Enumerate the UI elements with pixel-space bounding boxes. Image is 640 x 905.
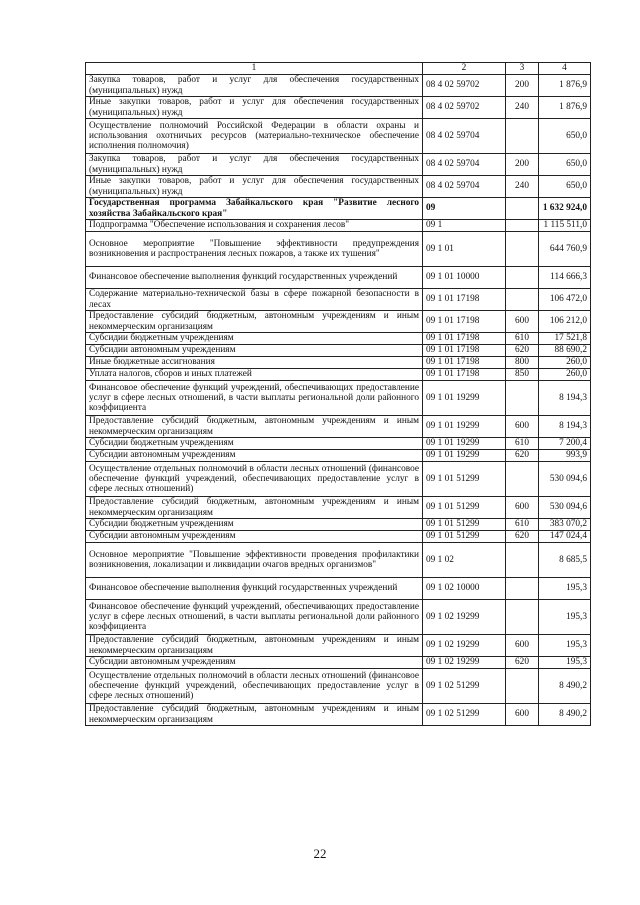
row-type-cell: 200	[506, 75, 539, 97]
row-value-cell: 8 194,3	[539, 381, 591, 416]
row-type-cell: 600	[506, 497, 539, 519]
row-value-cell: 8 490,2	[539, 669, 591, 704]
table-row	[86, 438, 591, 450]
table-row	[86, 289, 591, 311]
row-value-cell: 650,0	[539, 154, 591, 176]
row-value-cell: 114 666,3	[539, 267, 591, 289]
row-name-cell: Предоставление субсидий бюджетным, автономным учреждениям и иным некоммерческим организациям	[86, 704, 423, 726]
row-value-cell: 195,3	[539, 635, 591, 657]
table-row	[86, 600, 591, 635]
table-row	[86, 357, 591, 369]
row-value-cell: 1 632 924,0	[539, 198, 591, 220]
row-type-cell: 600	[506, 416, 539, 438]
row-code-cell: 09 1 01 19299	[423, 438, 506, 450]
row-code-cell: 09 1 02 19299	[423, 657, 506, 669]
row-name-cell: Закупка товаров, работ и услуг для обеспечения государственных (муниципальных) нужд	[86, 75, 423, 97]
row-value-cell: 8 490,2	[539, 704, 591, 726]
row-code-cell: 09 1 02 19299	[423, 600, 506, 635]
row-code-cell: 09 1 02 19299	[423, 635, 506, 657]
row-code-cell: 09 1 01 17198	[423, 289, 506, 311]
table-row	[86, 75, 591, 97]
row-value-cell: 147 024,4	[539, 531, 591, 543]
row-value-cell: 8 685,5	[539, 543, 591, 578]
row-type-cell: 620	[506, 345, 539, 357]
table-row	[86, 232, 591, 267]
row-name-cell: Основное мероприятие "Повышение эффективности проведения профилактики возникновения, локализации и ликвидации очагов вредных организмов"	[86, 543, 423, 578]
row-value-cell: 993,9	[539, 450, 591, 462]
row-code-cell: 09 1	[423, 220, 506, 232]
table-row	[86, 345, 591, 357]
row-value-cell: 260,0	[539, 357, 591, 369]
row-name-cell: Предоставление субсидий бюджетным, автономным учреждениям и иным некоммерческим организациям	[86, 416, 423, 438]
row-value-cell: 106 212,0	[539, 311, 591, 333]
column-header-name: 1	[86, 63, 423, 75]
row-value-cell: 383 070,2	[539, 519, 591, 531]
row-name-cell: Иные закупки товаров, работ и услуг для обеспечения государственных (муниципальных) нужд	[86, 97, 423, 119]
row-type-cell	[506, 381, 539, 416]
table-row	[86, 519, 591, 531]
table-row	[86, 381, 591, 416]
row-code-cell: 08 4 02 59702	[423, 97, 506, 119]
page-number: 22	[313, 846, 327, 861]
table-row	[86, 176, 591, 198]
row-value-cell: 1 115 511,0	[539, 220, 591, 232]
row-code-cell: 09	[423, 198, 506, 220]
row-code-cell: 09 1 01 19299	[423, 381, 506, 416]
table-row	[86, 154, 591, 176]
row-value-cell: 17 521,8	[539, 333, 591, 345]
row-code-cell: 09 1 01	[423, 232, 506, 267]
row-code-cell: 08 4 02 59704	[423, 154, 506, 176]
row-value-cell: 650,0	[539, 119, 591, 154]
row-value-cell: 530 094,6	[539, 462, 591, 497]
row-type-cell: 850	[506, 369, 539, 381]
row-type-cell	[506, 267, 539, 289]
table-row	[86, 311, 591, 333]
row-name-cell: Государственная программа Забайкальского края "Развитие лесного хозяйства Забайкальского края"	[86, 198, 423, 220]
row-name-cell: Финансовое обеспечение функций учреждений, обеспечивающих предоставление услуг в сфере лесных отношений, в части выплаты региональной доли районного коэффициента	[86, 381, 423, 416]
row-type-cell: 240	[506, 176, 539, 198]
column-header-value: 4	[539, 63, 591, 75]
row-type-cell	[506, 543, 539, 578]
row-name-cell: Финансовое обеспечение выполнения функций государственных учреждений	[86, 267, 423, 289]
table-row	[86, 531, 591, 543]
row-code-cell: 09 1 01 17198	[423, 369, 506, 381]
row-type-cell: 800	[506, 357, 539, 369]
row-name-cell: Предоставление субсидий бюджетным, автономным учреждениям и иным некоммерческим организациям	[86, 635, 423, 657]
row-type-cell: 610	[506, 438, 539, 450]
row-value-cell: 650,0	[539, 176, 591, 198]
row-name-cell: Иные закупки товаров, работ и услуг для обеспечения государственных (муниципальных) нужд	[86, 176, 423, 198]
table-body	[86, 75, 591, 726]
table-header-row	[86, 63, 591, 75]
row-code-cell: 09 1 01 17198	[423, 311, 506, 333]
row-type-cell: 240	[506, 97, 539, 119]
table-row	[86, 635, 591, 657]
table-row	[86, 462, 591, 497]
row-code-cell: 08 4 02 59704	[423, 176, 506, 198]
table-row	[86, 119, 591, 154]
row-value-cell: 260,0	[539, 369, 591, 381]
row-name-cell: Субсидии бюджетным учреждениям	[86, 438, 423, 450]
table-row	[86, 333, 591, 345]
row-value-cell: 106 472,0	[539, 289, 591, 311]
budget-table	[85, 62, 591, 726]
row-code-cell: 09 1 01 17198	[423, 333, 506, 345]
row-value-cell: 1 876,9	[539, 97, 591, 119]
row-type-cell: 200	[506, 154, 539, 176]
row-name-cell: Закупка товаров, работ и услуг для обеспечения государственных (муниципальных) нужд	[86, 154, 423, 176]
row-code-cell: 09 1 01 19299	[423, 450, 506, 462]
table-row	[86, 97, 591, 119]
row-code-cell: 09 1 01 51299	[423, 519, 506, 531]
table-row	[86, 416, 591, 438]
row-name-cell: Осуществление отдельных полномочий в области лесных отношений (финансовое обеспечение функций учреждений, обеспечивающих предоставление услуг в сфере лесных отношений)	[86, 462, 423, 497]
row-value-cell: 88 690,2	[539, 345, 591, 357]
table-row	[86, 543, 591, 578]
row-code-cell: 09 1 02 10000	[423, 578, 506, 600]
row-type-cell: 620	[506, 450, 539, 462]
row-name-cell: Финансовое обеспечение функций учреждений, обеспечивающих предоставление услуг в сфере лесных отношений, в части выплаты региональной доли районного коэффициента	[86, 600, 423, 635]
row-type-cell: 600	[506, 635, 539, 657]
row-name-cell: Уплата налогов, сборов и иных платежей	[86, 369, 423, 381]
row-code-cell: 09 1 01 17198	[423, 357, 506, 369]
row-value-cell: 195,3	[539, 600, 591, 635]
row-code-cell: 09 1 01 51299	[423, 462, 506, 497]
table-row	[86, 657, 591, 669]
row-value-cell: 644 760,9	[539, 232, 591, 267]
row-name-cell: Субсидии автономным учреждениям	[86, 345, 423, 357]
row-name-cell: Иные бюджетные ассигнования	[86, 357, 423, 369]
row-type-cell	[506, 578, 539, 600]
row-value-cell: 530 094,6	[539, 497, 591, 519]
row-type-cell	[506, 669, 539, 704]
column-header-code: 2	[423, 63, 506, 75]
table-row	[86, 220, 591, 232]
row-name-cell: Подпрограмма "Обеспечение использования и сохранения лесов"	[86, 220, 423, 232]
row-name-cell: Осуществление отдельных полномочий в области лесных отношений (финансовое обеспечение функций учреждений, обеспечивающих предоставление услуг в сфере лесных отношений)	[86, 669, 423, 704]
table-row	[86, 704, 591, 726]
row-type-cell	[506, 232, 539, 267]
row-type-cell: 610	[506, 333, 539, 345]
row-value-cell: 7 200,4	[539, 438, 591, 450]
table-row	[86, 198, 591, 220]
row-code-cell: 09 1 02 51299	[423, 704, 506, 726]
row-value-cell: 8 194,3	[539, 416, 591, 438]
row-type-cell: 620	[506, 531, 539, 543]
row-type-cell	[506, 600, 539, 635]
row-code-cell: 09 1 01 51299	[423, 497, 506, 519]
row-type-cell: 620	[506, 657, 539, 669]
row-type-cell	[506, 198, 539, 220]
row-name-cell: Субсидии автономным учреждениям	[86, 657, 423, 669]
row-value-cell: 195,3	[539, 578, 591, 600]
table-row	[86, 267, 591, 289]
row-type-cell	[506, 462, 539, 497]
row-name-cell: Осуществление полномочий Российской Федерации в области охраны и использования охотничьих ресурсов (материально-техническое обеспечение исполнения полномочия)	[86, 119, 423, 154]
row-name-cell: Субсидии автономным учреждениям	[86, 531, 423, 543]
row-type-cell	[506, 289, 539, 311]
row-name-cell: Субсидии автономным учреждениям	[86, 450, 423, 462]
row-value-cell: 1 876,9	[539, 75, 591, 97]
row-value-cell: 195,3	[539, 657, 591, 669]
row-code-cell: 09 1 01 17198	[423, 345, 506, 357]
table-row	[86, 669, 591, 704]
table-row	[86, 578, 591, 600]
row-name-cell: Основное мероприятие "Повышение эффективности предупреждения возникновения и распространения лесных пожаров, а также их тушения"	[86, 232, 423, 267]
table-row	[86, 497, 591, 519]
row-code-cell: 09 1 02	[423, 543, 506, 578]
row-type-cell	[506, 119, 539, 154]
row-code-cell: 08 4 02 59702	[423, 75, 506, 97]
row-code-cell: 08 4 02 59704	[423, 119, 506, 154]
row-code-cell: 09 1 01 51299	[423, 531, 506, 543]
table-row	[86, 369, 591, 381]
row-type-cell: 600	[506, 311, 539, 333]
row-type-cell	[506, 220, 539, 232]
row-name-cell: Предоставление субсидий бюджетным, автономным учреждениям и иным некоммерческим организациям	[86, 311, 423, 333]
row-code-cell: 09 1 01 19299	[423, 416, 506, 438]
row-code-cell: 09 1 02 51299	[423, 669, 506, 704]
row-name-cell: Содержание материально-технической базы в сфере пожарной безопасности в лесах	[86, 289, 423, 311]
row-name-cell: Субсидии бюджетным учреждениям	[86, 519, 423, 531]
row-type-cell: 600	[506, 704, 539, 726]
row-type-cell: 610	[506, 519, 539, 531]
column-header-type: 3	[506, 63, 539, 75]
row-code-cell: 09 1 01 10000	[423, 267, 506, 289]
row-name-cell: Предоставление субсидий бюджетным, автономным учреждениям и иным некоммерческим организациям	[86, 497, 423, 519]
row-name-cell: Субсидии бюджетным учреждениям	[86, 333, 423, 345]
table-row	[86, 450, 591, 462]
row-name-cell: Финансовое обеспечение выполнения функций государственных учреждений	[86, 578, 423, 600]
